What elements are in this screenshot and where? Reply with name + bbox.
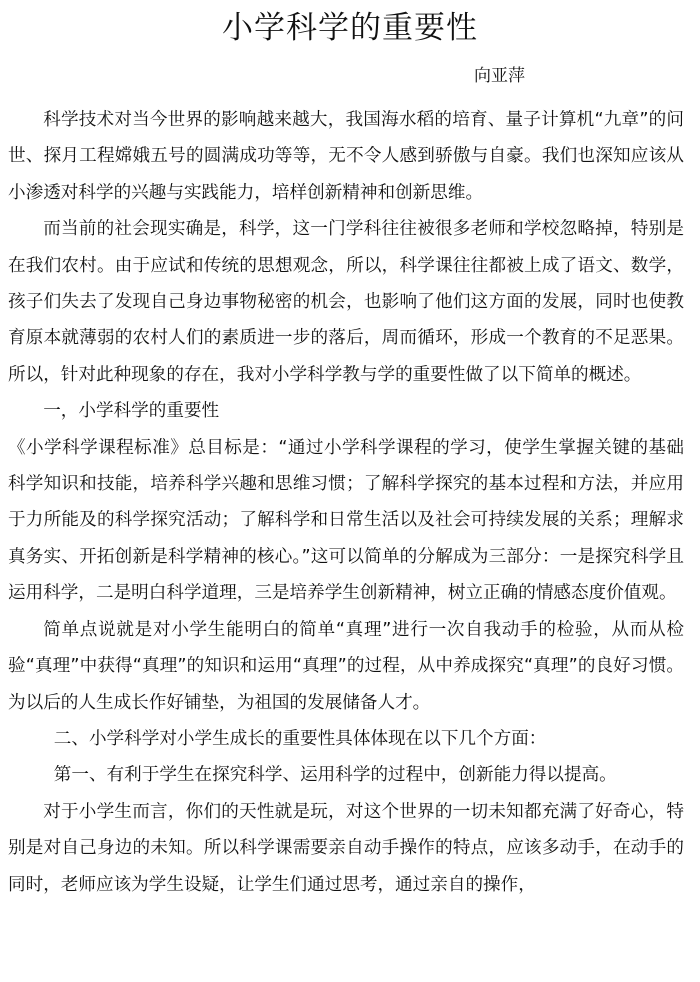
document-body: [8, 102, 684, 903]
paragraph-intro: 科学技术对当今世界的影响越来越大，我国海水稻的培育、量子计算机“九章”的问世、探月工程嫦娥五号的圆满成功等等，无不令人感到骄傲与自豪。我们也深知应该从小渗透对科学的兴趣与实践能力，培样创新精神和创新思维。: [8, 110, 684, 203]
section-heading-1: 一，小学科学的重要性: [43, 401, 220, 422]
paragraph-simple-truth: 简单点说就是对小学生能明白的简单“真理”进行一次自我动手的检验，从而从检验“真理”中获得“真理”的知识和运用“真理”的过程，从中养成探究“真理”的良好习惯。为以后的人生成长作好铺垫，为祖国的发展储备人才。: [8, 619, 684, 713]
paragraph-reality: 而当前的社会现实确是，科学，这一门学科往往被很多老师和学校忽略掉，特别是在我们农村。由于应试和传统的思想观念，所以，科学课往往都被上成了语文、数学，孩子们失去了发现自己身边事物秘密的机会，也影响了他们这方面的发展，同时也使教育原本就薄弱的农村人们的素质进一步的落后，周而循环，形成一个教育的不足恶果。所以，针对此种现象的存在，我对小学科学教与学的重要性做了以下简单的概述。: [8, 219, 684, 385]
author-name: 向亚萍: [474, 66, 525, 86]
section-heading-2: 二、小学科学对小学生成长的重要性具体体现在以下几个方面：: [53, 728, 547, 749]
point-first: 第一、有利于学生在探究科学、运用科学的过程中，创新能力得以提高。: [53, 765, 617, 786]
document-title: 小学科学的重要性: [222, 10, 478, 46]
paragraph-curriculum-standard: 《小学科学课程标准》总目标是：“通过小学科学课程的学习，使学生掌握关键的基础科学知识和技能，培养科学兴趣和思维习惯；了解科学探究的基本过程和方法，并应用于力所能及的科学探究活动；了解科学和日常生活以及社会可持续发展的关系；理解求真务实、开拓创新是科学精神的核心。”这可以简单的分解成为三部分：一是探究科学且运用科学，二是明白科学道理，三是培养学生创新精神，树立正确的情感态度价值观。: [8, 437, 684, 604]
paragraph-student-nature: 对于小学生而言，你们的天性就是玩，对这个世界的一切未知都充满了好奇心，特别是对自己身边的未知。所以科学课需要亲自动手操作的特点，应该多动手，在动手的同时，老师应该为学生设疑，让学生们通过思考，通过亲自的操作，: [8, 801, 684, 895]
